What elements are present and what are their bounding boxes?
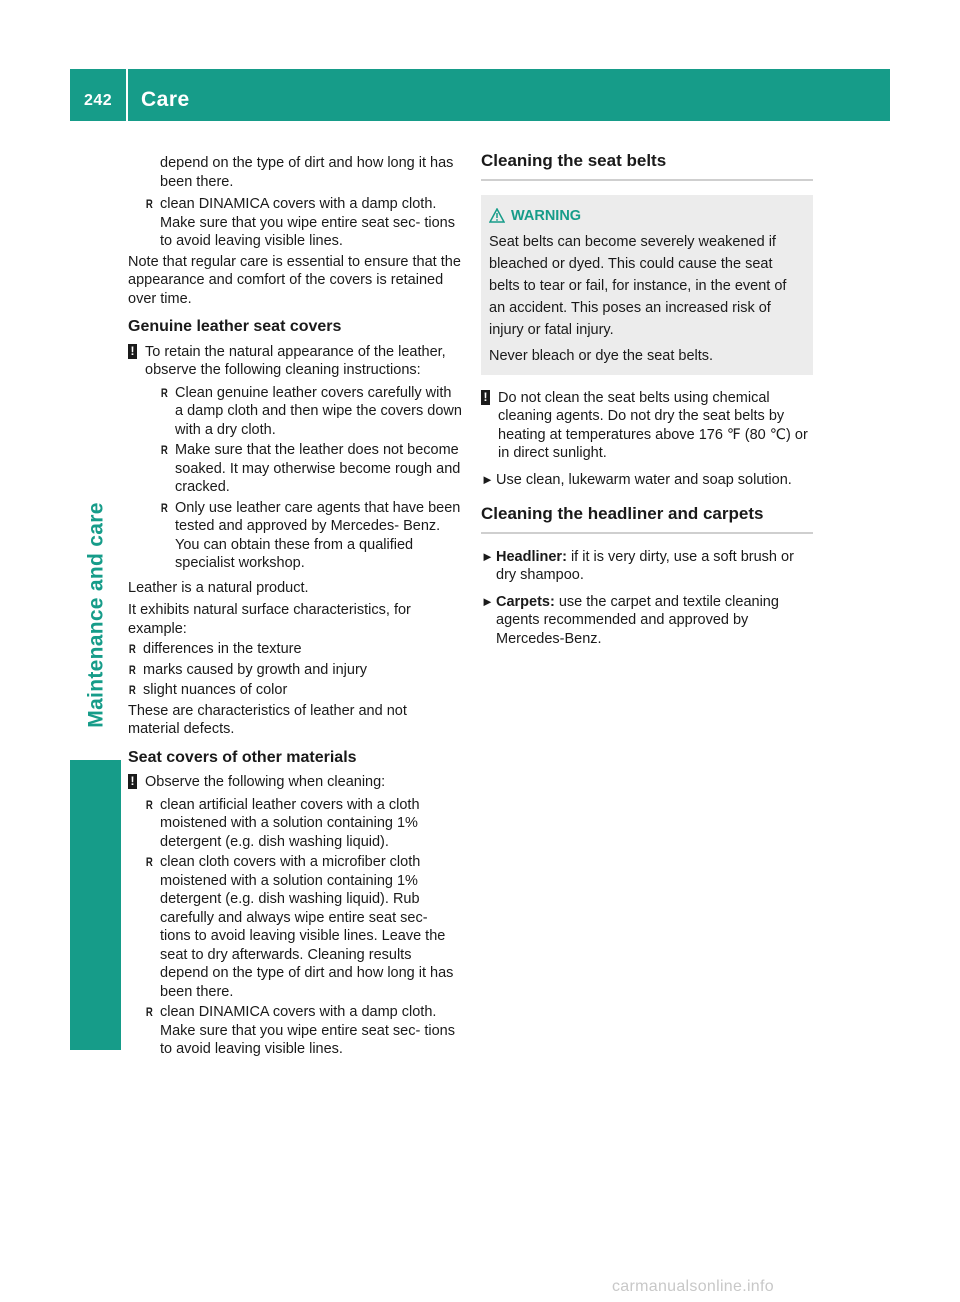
headliner-label: Headliner: bbox=[496, 548, 567, 565]
regular-care-text: Note that regular care is essential to ensure that the appearance and comfort of the covers is retained over time. bbox=[128, 253, 461, 307]
side-section-label bbox=[72, 485, 122, 745]
genuine-leather-heading: Genuine leather seat covers bbox=[128, 318, 342, 335]
list-item bbox=[160, 384, 462, 440]
instruction-step bbox=[481, 593, 813, 649]
list-item-text: clean cloth covers with a microfiber cloth moistened with a solution containing 1% detergent (e.g. dish washing liquid). Rub carefully and always wipe entire seat sec- tions to avoid leaving visible lines. Leave the seat to dry afterwards. Cleaning results depend on the type of dirt and how long it has been there. bbox=[160, 854, 454, 1000]
instruction-step bbox=[481, 548, 813, 585]
headliner-heading: Cleaning the headliner and carpets bbox=[481, 505, 813, 534]
intro-continuation: depend on the type of dirt and how long it has been there. bbox=[160, 155, 454, 190]
side-section-text: Maintenance and care bbox=[85, 502, 109, 728]
other-note-text: Observe the following when cleaning: bbox=[145, 774, 386, 790]
genuine-note-text: To retain the natural appearance of the leather, observe the following cleaning instructions: bbox=[145, 343, 446, 378]
other-materials-note bbox=[128, 773, 462, 792]
left-column bbox=[128, 154, 462, 1061]
carpets-label: Carpets: bbox=[496, 593, 555, 610]
list-item bbox=[145, 796, 462, 852]
list-item-text: Make sure that the leather does not become soaked. It may otherwise become rough and cracked. bbox=[175, 442, 461, 495]
list-item bbox=[160, 441, 462, 497]
list-item-text: Only use leather care agents that have been tested and approved by Mercedes- Benz. You can obtain these from a qualified specialist workshop. bbox=[175, 499, 461, 571]
watermark: carmanualsonline.info bbox=[612, 1278, 774, 1295]
list-item-text: marks caused by growth and injury bbox=[143, 661, 368, 678]
warning-box bbox=[481, 195, 813, 375]
arrow-icon: ► bbox=[481, 548, 494, 564]
not-defects-text: These are characteristics of leather and not material defects. bbox=[128, 702, 407, 737]
list-item-text: Clean genuine leather covers carefully with a damp cloth and then wipe the covers down with a dry cloth. bbox=[175, 384, 462, 438]
warning-title bbox=[489, 205, 805, 227]
exclamation-icon: ! bbox=[128, 344, 137, 359]
header-divider bbox=[126, 69, 128, 121]
header-bar bbox=[70, 69, 890, 121]
side-tab bbox=[70, 760, 121, 1050]
carpets-text: use the carpet and textile cleaning agents recommended and approved by Mercedes-Benz. bbox=[496, 593, 779, 647]
list-item bbox=[145, 1003, 462, 1059]
page-number: 242 bbox=[84, 92, 113, 109]
genuine-leather-note bbox=[128, 343, 462, 380]
arrow-icon: ► bbox=[481, 593, 494, 609]
list-item-text: clean artificial leather covers with a cloth moistened with a solution containing 1% detergent (e.g. dish washing liquid). bbox=[160, 796, 420, 850]
natural-product-text: Leather is a natural product. bbox=[128, 579, 309, 596]
warning-triangle-icon bbox=[489, 208, 505, 223]
warning-text: Seat belts can become severely weakened if bleached or dyed. This could cause the seat belts to tear or fail, for instance, in the event of an accident. This poses an increased risk of injury or fatal injury. bbox=[489, 233, 787, 338]
other-materials-heading: Seat covers of other materials bbox=[128, 748, 357, 766]
right-column bbox=[481, 152, 813, 656]
page-title: Care bbox=[141, 88, 190, 111]
seat-belts-note-text: Do not clean the seat belts using chemical cleaning agents. Do not dry the seat belts by heating at temperatures above 176 ℉ (80 ℃) or in direct sunlight. bbox=[498, 389, 808, 461]
arrow-icon: ► bbox=[481, 471, 494, 487]
list-item bbox=[145, 853, 462, 1001]
headliner-text: if it is very dirty, use a soft brush or dry shampoo. bbox=[496, 548, 794, 583]
exhibits-text: It exhibits natural surface characteristics, for example: bbox=[128, 602, 411, 637]
instruction-step bbox=[481, 471, 813, 490]
list-item bbox=[128, 640, 462, 659]
step-text: Use clean, lukewarm water and soap solution. bbox=[496, 471, 792, 488]
exclamation-icon: ! bbox=[481, 390, 490, 405]
seat-belts-note bbox=[481, 389, 813, 463]
exclamation-icon: ! bbox=[128, 774, 137, 789]
list-item bbox=[128, 661, 462, 680]
warning-text-2: Never bleach or dye the seat belts. bbox=[489, 347, 714, 364]
intro-bullet-text: clean DINAMICA covers with a damp cloth. Make sure that you wipe entire seat sec- tions to avoid leaving visible lines. bbox=[160, 196, 455, 249]
warning-title-text: WARNING bbox=[511, 207, 582, 224]
list-item-text: differences in the texture bbox=[143, 641, 302, 657]
list-item bbox=[160, 499, 462, 573]
intro-bullet bbox=[145, 195, 462, 251]
seat-belts-heading: Cleaning the seat belts bbox=[481, 152, 813, 181]
list-item-text: slight nuances of color bbox=[143, 682, 288, 698]
list-item-text: clean DINAMICA covers with a damp cloth. Make sure that you wipe entire seat sec- tions to avoid leaving visible lines. bbox=[160, 1004, 455, 1057]
list-item bbox=[128, 681, 462, 700]
